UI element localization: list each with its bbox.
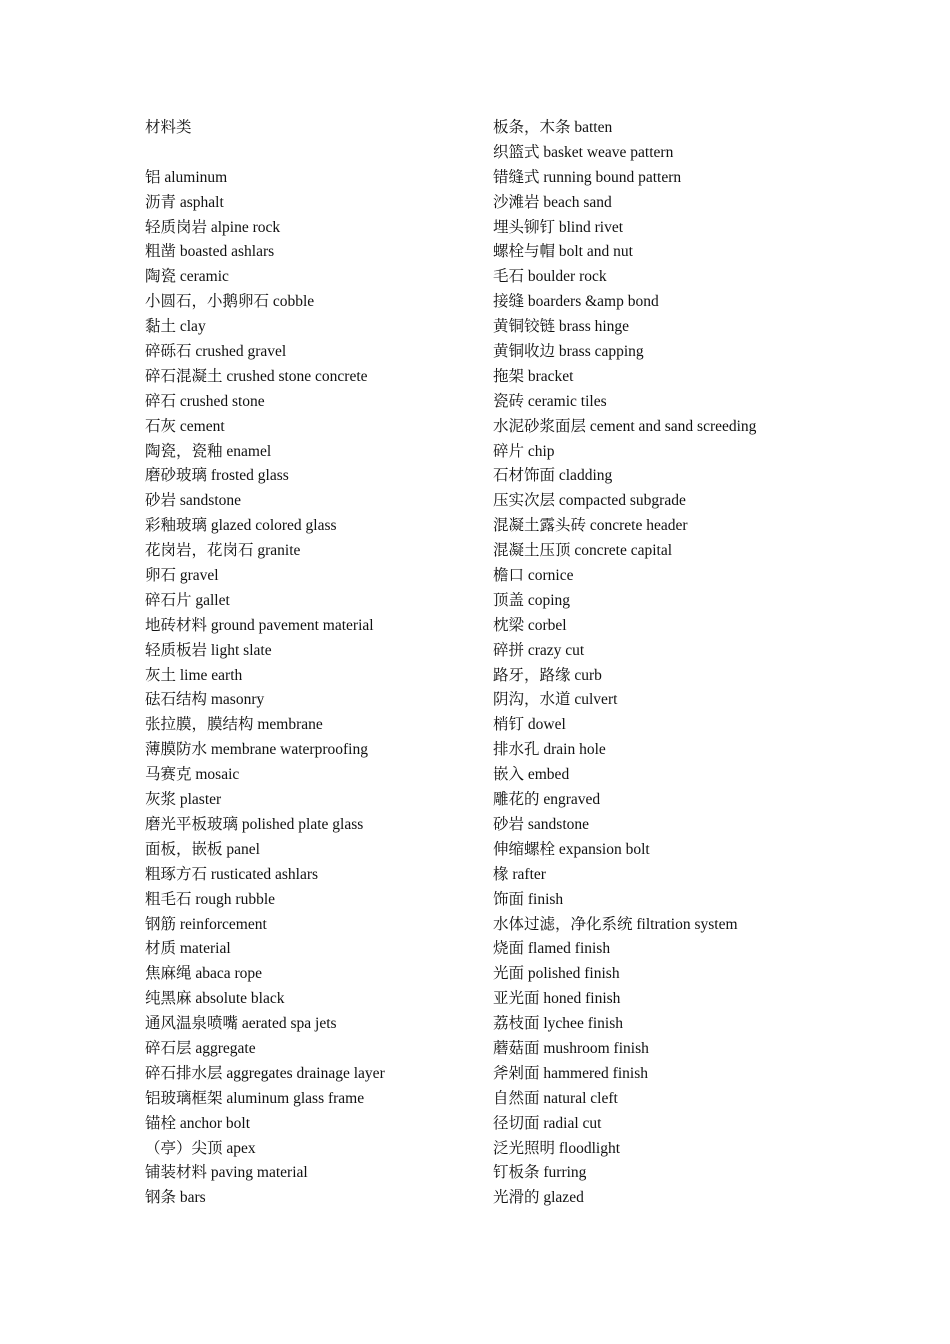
term-entry: 水泥砂浆面层 cement and sand screeding bbox=[493, 417, 757, 435]
section-heading: 材料类 bbox=[145, 119, 192, 136]
term-entry: 卵石 gravel bbox=[145, 567, 219, 585]
term-entry: 碎石 crushed stone bbox=[145, 392, 265, 410]
term-entry: 铺装材料 paving material bbox=[145, 1164, 308, 1182]
term-entry: 泛光照明 floodlight bbox=[493, 1139, 621, 1157]
term-entry: 檐口 cornice bbox=[493, 567, 574, 585]
term-entry: 黏土 clay bbox=[145, 318, 206, 336]
term-entry: 铝 aluminum bbox=[145, 168, 228, 186]
term-entry: 灰土 lime earth bbox=[145, 666, 243, 684]
term-entry: 碎石排水层 aggregates drainage layer bbox=[145, 1064, 385, 1082]
term-entry: 纯黑麻 absolute black bbox=[145, 990, 285, 1008]
term-entry: 碎石片 gallet bbox=[145, 591, 230, 609]
term-entry: 黄铜收边 brass capping bbox=[493, 343, 644, 361]
term-entry: 彩釉玻璃 glazed colored glass bbox=[145, 517, 337, 535]
term-entry: 磨光平板玻璃 polished plate glass bbox=[145, 815, 364, 833]
term-entry: 瓷砖 ceramic tiles bbox=[493, 392, 607, 410]
term-entry: 混凝土压顶 concrete capital bbox=[493, 542, 673, 560]
term-entry: 排水孔 drain hole bbox=[493, 741, 606, 759]
term-entry: 自然面 natural cleft bbox=[493, 1089, 618, 1107]
term-entry: 碎石混凝土 crushed stone concrete bbox=[145, 367, 368, 385]
term-entry: 路牙，路缘 curb bbox=[493, 666, 602, 684]
term-entry: 砂岩 sandstone bbox=[493, 815, 590, 833]
term-entry: 陶瓷，瓷釉 enamel bbox=[145, 442, 272, 460]
term-entry: 阴沟，水道 culvert bbox=[493, 691, 618, 709]
term-entry: 砂岩 sandstone bbox=[145, 492, 242, 510]
term-entry: 亚光面 honed finish bbox=[493, 990, 621, 1008]
term-entry: 黄铜铰链 brass hinge bbox=[493, 318, 630, 336]
term-entry: 烧面 flamed finish bbox=[493, 940, 611, 958]
term-entry: （亭）尖顶 apex bbox=[145, 1139, 256, 1157]
term-entry: 伸缩螺栓 expansion bolt bbox=[493, 840, 650, 858]
term-entry: 水体过滤，净化系统 filtration system bbox=[493, 915, 738, 933]
blank-line bbox=[145, 141, 465, 166]
term-entry: 螺栓与帽 bolt and nut bbox=[493, 243, 633, 261]
term-entry: 石灰 cement bbox=[145, 417, 225, 435]
term-entry: 碎石层 aggregate bbox=[145, 1039, 256, 1057]
term-entry: 轻质岗岩 alpine rock bbox=[145, 218, 281, 236]
term-entry: 雕花的 engraved bbox=[493, 791, 601, 809]
right-term-list bbox=[493, 116, 933, 1211]
term-entry: 铝玻璃框架 aluminum glass frame bbox=[145, 1089, 365, 1107]
term-entry: 张拉膜，膜结构 membrane bbox=[145, 716, 323, 734]
term-entry: 磨砂玻璃 frosted glass bbox=[145, 467, 289, 485]
term-entry: 混凝土露头砖 concrete header bbox=[493, 517, 688, 535]
term-entry: 梢钉 dowel bbox=[493, 716, 566, 734]
right-column bbox=[493, 116, 933, 1211]
term-entry: 错缝式 running bound pattern bbox=[493, 168, 682, 186]
term-entry: 花岗岩，花岗石 granite bbox=[145, 542, 301, 560]
term-entry: 石材饰面 cladding bbox=[493, 467, 613, 485]
term-entry: 通风温泉喷嘴 aerated spa jets bbox=[145, 1015, 337, 1033]
term-entry: 碎拼 crazy cut bbox=[493, 641, 585, 659]
term-entry: 沥青 asphalt bbox=[145, 193, 224, 211]
term-entry: 光面 polished finish bbox=[493, 965, 620, 983]
left-column bbox=[145, 116, 465, 1211]
term-entry: 地砖材料 ground pavement material bbox=[145, 616, 374, 634]
term-entry: 接缝 boarders &amp bond bbox=[493, 293, 659, 311]
term-entry: 椽 rafter bbox=[493, 865, 546, 883]
term-entry: 压实次层 compacted subgrade bbox=[493, 492, 686, 510]
term-entry: 斧剁面 hammered finish bbox=[493, 1064, 648, 1082]
term-entry: 织篮式 basket weave pattern bbox=[493, 143, 674, 161]
term-entry: 马赛克 mosaic bbox=[145, 766, 240, 784]
term-entry: 嵌入 embed bbox=[493, 766, 570, 784]
term-entry: 面板，嵌板 panel bbox=[145, 840, 260, 858]
term-entry: 焦麻绳 abaca rope bbox=[145, 965, 263, 983]
term-entry: 沙滩岩 beach sand bbox=[493, 193, 612, 211]
term-entry: 粗琢方石 rusticated ashlars bbox=[145, 865, 319, 883]
term-entry: 碎片 chip bbox=[493, 442, 555, 460]
term-entry: 荔枝面 lychee finish bbox=[493, 1015, 624, 1033]
term-entry: 钢筋 reinforcement bbox=[145, 915, 267, 933]
term-entry: 饰面 finish bbox=[493, 890, 564, 908]
left-term-list bbox=[145, 166, 465, 1211]
term-entry: 灰浆 plaster bbox=[145, 791, 222, 809]
term-entry: 钢条 bars bbox=[145, 1189, 206, 1207]
term-entry: 碎砾石 crushed gravel bbox=[145, 343, 287, 361]
term-entry: 板条，木条 batten bbox=[493, 119, 613, 136]
term-entry: 枕梁 corbel bbox=[493, 616, 567, 634]
term-entry: 蘑菇面 mushroom finish bbox=[493, 1039, 649, 1057]
term-entry: 小圆石，小鹅卵石 cobble bbox=[145, 293, 315, 311]
term-entry: 毛石 boulder rock bbox=[493, 268, 607, 286]
term-entry: 粗毛石 rough rubble bbox=[145, 890, 276, 908]
term-entry: 砝石结构 masonry bbox=[145, 691, 265, 709]
term-entry: 材质 material bbox=[145, 940, 231, 958]
term-entry: 钉板条 furring bbox=[493, 1164, 587, 1182]
term-entry: 径切面 radial cut bbox=[493, 1114, 602, 1132]
term-entry: 粗凿 boasted ashlars bbox=[145, 243, 275, 261]
term-entry: 光滑的 glazed bbox=[493, 1189, 584, 1207]
term-entry: 顶盖 coping bbox=[493, 591, 571, 609]
term-entry: 埋头铆钉 blind rivet bbox=[493, 218, 624, 236]
term-entry: 陶瓷 ceramic bbox=[145, 268, 229, 286]
term-entry: 拖架 bracket bbox=[493, 367, 574, 385]
term-entry: 薄膜防水 membrane waterproofing bbox=[145, 741, 368, 759]
term-entry: 锚栓 anchor bolt bbox=[145, 1114, 251, 1132]
term-entry: 轻质板岩 light slate bbox=[145, 641, 272, 659]
